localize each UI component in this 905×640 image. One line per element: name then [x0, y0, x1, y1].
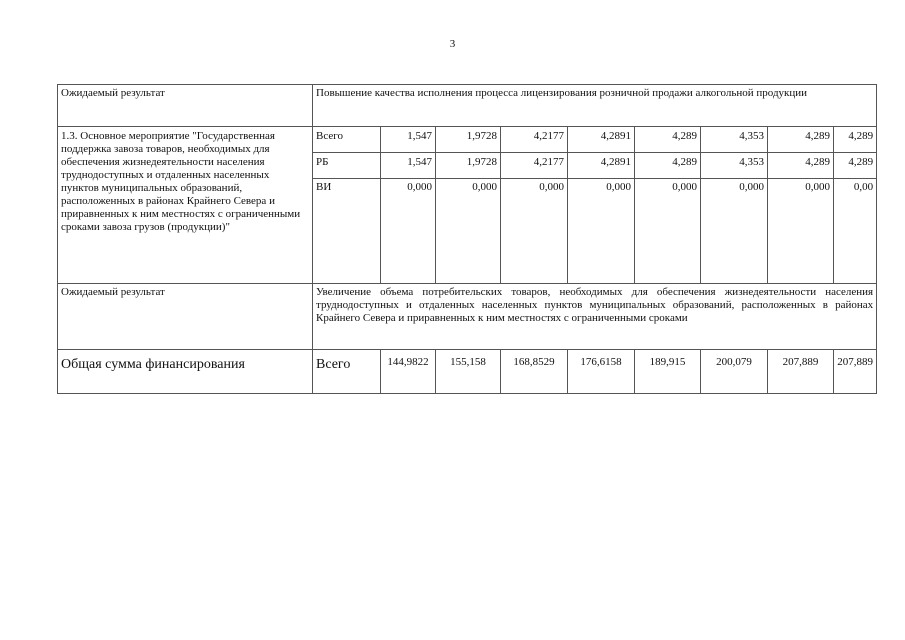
value-cell: 0,000 [501, 179, 568, 284]
financing-table [57, 84, 877, 394]
expected-result-label-1: Ожидаемый результат [58, 85, 313, 127]
total-value-cell: 155,158 [436, 350, 501, 394]
value-cell: 0,000 [436, 179, 501, 284]
value-cell: 4,289 [635, 127, 701, 153]
value-cell: 4,2177 [501, 127, 568, 153]
value-cell: 4,2891 [568, 153, 635, 179]
value-cell: 0,000 [701, 179, 768, 284]
value-cell: 0,00 [834, 179, 877, 284]
value-cell: 4,2177 [501, 153, 568, 179]
value-cell: 0,000 [568, 179, 635, 284]
value-cell: 1,547 [381, 153, 436, 179]
value-cell: 4,289 [768, 127, 834, 153]
value-cell: 0,000 [635, 179, 701, 284]
total-value-cell: 168,8529 [501, 350, 568, 394]
value-cell: 4,289 [834, 153, 877, 179]
activity-row-total [58, 127, 877, 153]
total-value-cell: 207,889 [834, 350, 877, 394]
value-cell: 1,9728 [436, 153, 501, 179]
total-value-cell: 200,079 [701, 350, 768, 394]
expected-result-text-1: Повышение качества исполнения процесса лицензирования розничной продажи алкогольной продукции [313, 85, 877, 127]
value-cell: 1,547 [381, 127, 436, 153]
page-number: 3 [449, 38, 456, 50]
value-cell: 4,289 [768, 153, 834, 179]
source-label: Всего [313, 127, 381, 153]
source-label: ВИ [313, 179, 381, 284]
expected-result-text-2: Увеличение объема потребительских товаров, необходимых для обеспечения жизнедеятельности населения труднодоступных и отдаленных населенных пунктов муниципальных образований, расположенных в районах Крайнего Севера и приравненных к ним местностях с ограниченными сроками [313, 284, 877, 350]
value-cell: 4,289 [834, 127, 877, 153]
total-source-label: Всего [313, 350, 381, 394]
value-cell: 0,000 [381, 179, 436, 284]
total-row [58, 350, 877, 394]
expected-result-row-2 [58, 284, 877, 350]
value-cell: 0,000 [768, 179, 834, 284]
total-value-cell: 176,6158 [568, 350, 635, 394]
total-value-cell: 189,915 [635, 350, 701, 394]
total-value-cell: 207,889 [768, 350, 834, 394]
expected-result-row-1 [58, 85, 877, 127]
activity-title: 1.3. Основное мероприятие "Государственная поддержка завоза товаров, необходимых для обеспечения жизнедеятельности населения труднодоступных и отдаленных населенных пунктов муниципальных образований, расположенных в районах Крайнего Севера и приравненных к ним местностях с ограниченными сроками завоза грузов (продукции)" [58, 127, 313, 284]
value-cell: 4,353 [701, 153, 768, 179]
expected-result-label-2: Ожидаемый результат [58, 284, 313, 350]
total-value-cell: 144,9822 [381, 350, 436, 394]
value-cell: 4,289 [635, 153, 701, 179]
total-label: Общая сумма финансирования [58, 350, 313, 394]
value-cell: 4,353 [701, 127, 768, 153]
value-cell: 1,9728 [436, 127, 501, 153]
source-label: РБ [313, 153, 381, 179]
value-cell: 4,2891 [568, 127, 635, 153]
